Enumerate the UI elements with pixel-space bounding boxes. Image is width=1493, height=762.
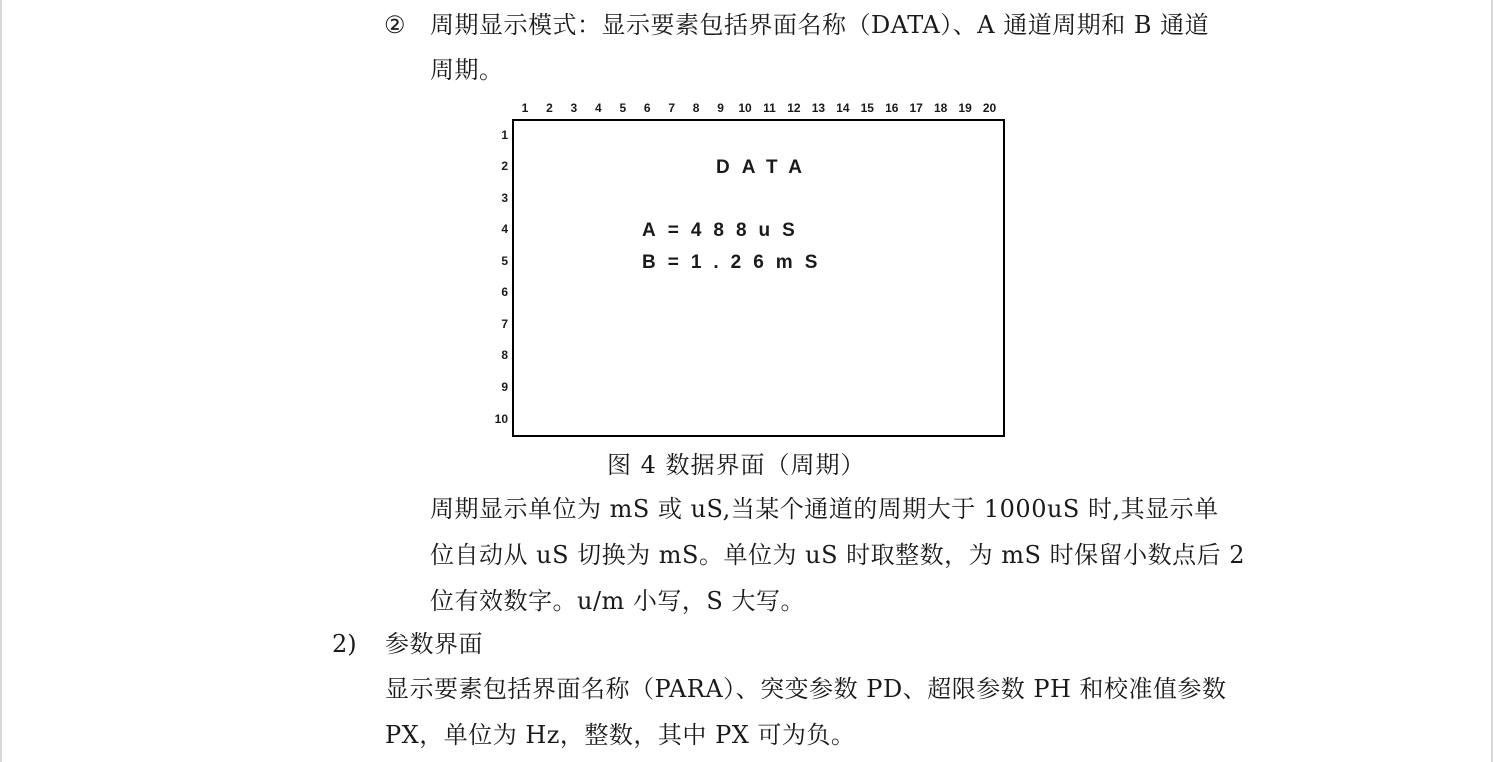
para1-line1: 周期显示单位为 mS 或 uS,当某个通道的周期大于 1000uS 时,其显示单 [430, 495, 1219, 523]
column-number: 20 [982, 101, 997, 115]
section2-line2: PX，单位为 Hz，整数，其中 PX 可为负。 [385, 721, 856, 749]
column-number: 5 [619, 101, 627, 115]
row-number: 8 [501, 348, 508, 362]
column-number: 14 [836, 101, 850, 115]
column-number: 19 [958, 101, 972, 115]
column-number: 7 [668, 101, 676, 115]
para1-line3: 位有效数字。u/m 小写，S 大写。 [430, 587, 805, 615]
column-number: 3 [570, 101, 578, 115]
column-number: 4 [595, 101, 602, 115]
column-number: 6 [643, 101, 651, 115]
lcd-line-channel-b: B=1.26mS [642, 252, 830, 273]
column-number: 15 [860, 101, 874, 115]
item2-text-line1: 周期显示模式：显示要素包括界面名称（DATA）、A 通道周期和 B 通道 [430, 11, 1210, 39]
list-marker-circled-2: ② [384, 11, 406, 39]
column-number: 1 [521, 101, 529, 115]
row-number: 4 [501, 222, 508, 236]
column-number-row [511, 100, 1003, 116]
section2-line1: 显示要素包括界面名称（PARA）、突变参数 PD、超限参数 PH 和校准值参数 [385, 675, 1227, 703]
column-number: 9 [717, 101, 724, 115]
column-number: 18 [933, 101, 948, 115]
column-number: 13 [811, 101, 826, 115]
row-number: 3 [501, 191, 508, 205]
page-left-edge [0, 0, 2, 762]
row-number: 6 [501, 285, 508, 299]
row-number: 7 [501, 317, 508, 331]
row-number: 1 [501, 128, 508, 142]
column-number: 12 [787, 101, 801, 115]
section2-title: 参数界面 [385, 630, 483, 658]
column-number: 16 [885, 101, 899, 115]
lcd-line-channel-a: A=488uS [642, 220, 807, 241]
lcd-screen-title: DATA [716, 157, 814, 178]
row-number: 9 [501, 380, 508, 394]
row-number: 5 [501, 254, 508, 268]
row-number: 10 [494, 412, 508, 426]
lcd-screen-frame [512, 119, 1005, 437]
para1-line2: 位自动从 uS 切换为 mS。单位为 uS 时取整数，为 mS 时保留小数点后 2 [430, 541, 1245, 569]
item2-text-line2: 周期。 [430, 56, 504, 84]
column-number: 11 [763, 101, 776, 115]
column-number: 17 [909, 101, 923, 115]
section2-number: 2) [332, 630, 357, 658]
column-number: 10 [738, 101, 752, 115]
column-number: 8 [692, 101, 700, 115]
column-number: 2 [546, 101, 553, 115]
row-number: 2 [501, 159, 508, 173]
figure-caption: 图 4 数据界面（周期） [607, 451, 866, 479]
